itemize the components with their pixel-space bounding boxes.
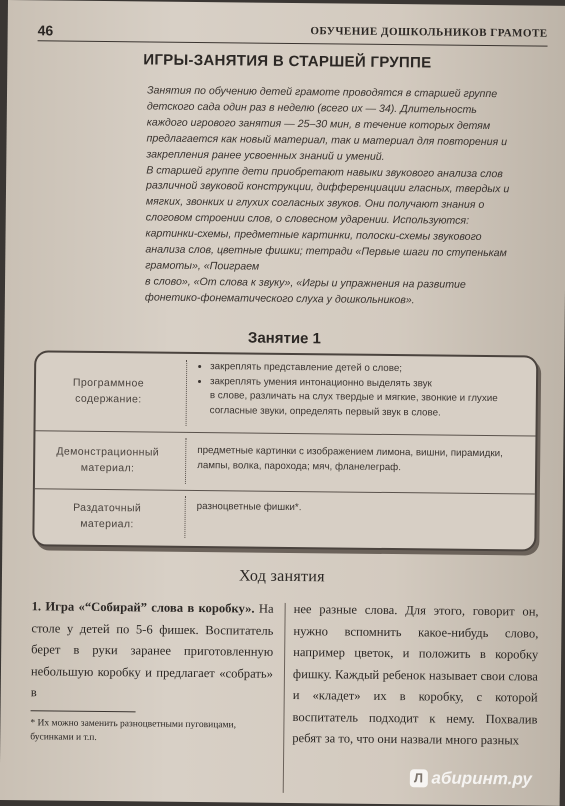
section-title: ИГРЫ-ЗАНЯТИЯ В СТАРШЕЙ ГРУППЕ	[143, 51, 432, 72]
row-label-handout	[34, 499, 179, 533]
row-value-handout: разноцветные фишки*.	[196, 501, 302, 514]
bullet-item: • закреплять умения интонационно выделять звук	[210, 375, 533, 393]
label-line: Программное	[72, 376, 145, 390]
label-line: Раздаточный	[73, 501, 142, 515]
left-body-text: На столе у детей по 5-6 фишек. Воспитатель берет в руки заранее приготовленную небольшую коробку и предлагает «собрать» в	[30, 601, 274, 700]
footnote-rule	[31, 710, 136, 712]
column-separator	[283, 603, 286, 793]
page-number: 46	[37, 22, 54, 39]
intro-paragraph-1: Занятия по обучению детей грамоте проводятся в старшей группе детского сада один раз в неделю (всего их — 34). Длительность каждого игрового занятия — 25–30 мин, в течение которых детям предлагается как новый материал, так и материал для повторения и закрепления ранее усвоенных знаний и умений.	[146, 84, 508, 163]
progress-title: Ход занятия	[238, 567, 325, 586]
left-column-text	[31, 596, 274, 706]
row-value-program	[198, 360, 534, 422]
column-divider	[184, 496, 185, 538]
intro-text	[145, 83, 517, 310]
running-header	[38, 22, 548, 46]
intro-paragraph-3: в слово», «От слова к звуку», «Игры и упражнения на развитие фонетико-фонематического слуха у дошкольников».	[144, 275, 466, 307]
running-title: ОБУЧЕНИЕ ДОШКОЛЬНИКОВ ГРАМОТЕ	[310, 25, 548, 40]
intro-paragraph-2: В старшей группе дети приобретают навыки звукового анализа слов различной звуковой конструкции, дифференциации гласных, твердых и мягких, звонких и глухих согласных звуков. Они получают знания о слоговом строении слов, о словесном ударении. Используются: картинки-схемы, предметные картинки, полоски-схемы звукового анализа слов, цветные фишки; тетради «Первые шаги по ступенькам грамоты», «Поиграем	[145, 163, 510, 273]
bullet-item: • закреплять представление детей о слове;	[210, 360, 533, 378]
watermark	[409, 768, 532, 789]
row-label-program	[36, 374, 181, 408]
footnote: * Их можно заменить разноцветными пуговицами, бусинками и т.п.	[30, 718, 237, 743]
game-heading: 1. Игра «“Собирай” слова в коробку».	[31, 599, 255, 616]
table-row-handout	[34, 488, 535, 547]
lesson-info-table	[32, 350, 538, 551]
bullet-continuation: в слове, различать на слух твердые и мягкие, звонкие и глухие согласные звуки, определять первый звук в слове.	[209, 390, 498, 419]
table-row-demo	[35, 430, 536, 494]
column-divider	[185, 438, 186, 484]
watermark-text: абиринт.ру	[431, 768, 532, 789]
row-label-demo	[35, 443, 180, 477]
lesson-title: Занятие 1	[247, 329, 322, 348]
label-line: содержание:	[75, 392, 142, 406]
column-divider	[186, 360, 188, 426]
right-column-text: нее разные слова. Для этого, говорит он, нужно вспомнить какое-нибудь слово, например цветок, и положить в коробку фишку. Каждый ребенок называет свои слова и «кладет» их в коробку, с которой воспитатель подходит к нему. Похвалив ребят за то, что они назвали много разных	[292, 602, 539, 748]
labirint-logo-icon: Л	[409, 769, 427, 787]
table-row-program	[35, 352, 536, 436]
row-value-demo: предметные картинки с изображением лимона, вишни, пирамидки, лампы, волка, парохода; мяч, фланелеграф.	[197, 445, 503, 473]
label-line: Демонстрационный	[56, 445, 160, 459]
label-line: материал:	[80, 461, 135, 475]
label-line: материал:	[80, 517, 134, 531]
